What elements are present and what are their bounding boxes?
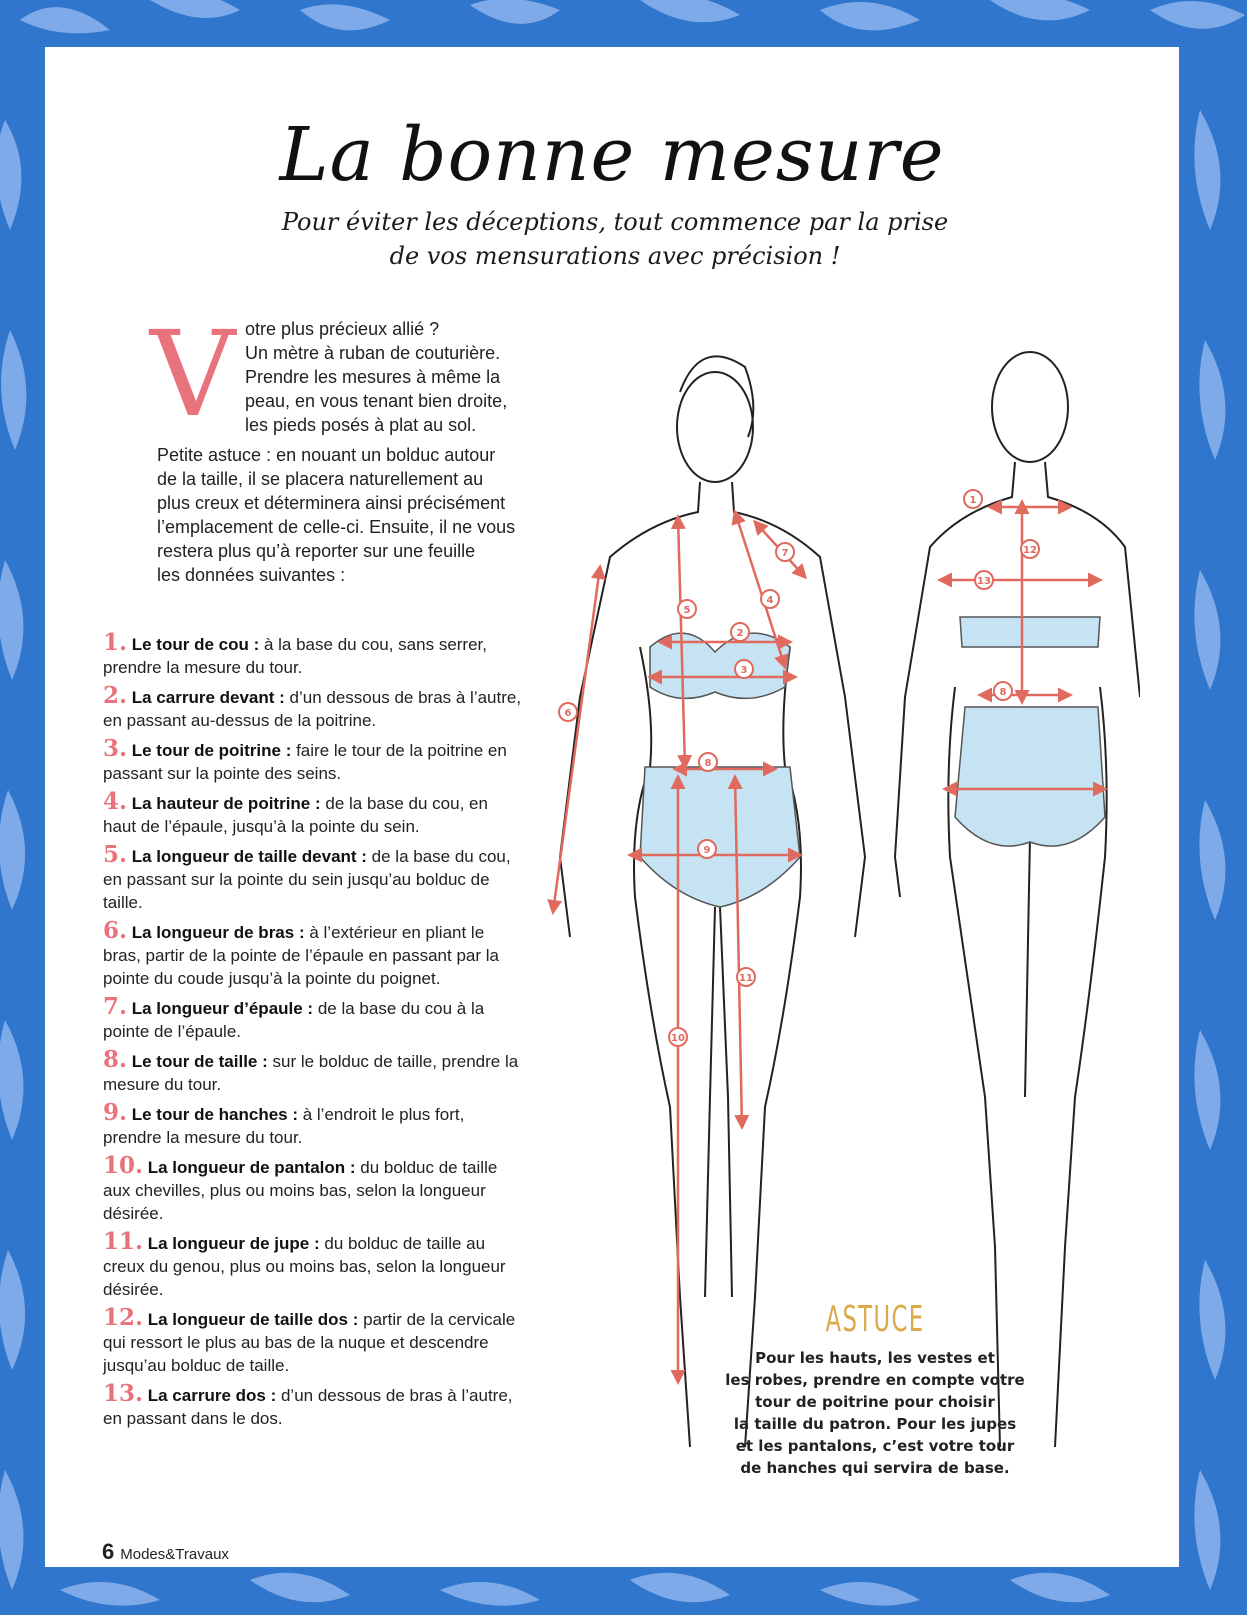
marker-label: 13 — [977, 576, 991, 587]
item-label: La longueur de pantalon : — [147, 1158, 356, 1177]
page-title: La bonne mesure — [279, 112, 945, 198]
marker-label: 12 — [1023, 545, 1037, 556]
item-label: La longueur de taille devant : — [131, 847, 367, 866]
marker-label: 10 — [671, 1033, 685, 1044]
item-number: 3. — [103, 735, 128, 762]
item-number: 8. — [103, 1046, 128, 1073]
item-label: La carrure devant : — [131, 688, 285, 707]
item-label: La longueur de taille dos : — [147, 1310, 359, 1329]
item-text: de la base du cou à la pointe de l’épaule. — [103, 999, 485, 1041]
item-label: La longueur d’épaule : — [131, 999, 314, 1018]
astuce-line: et les pantalons, c’est votre tour — [735, 1437, 1015, 1455]
item-number: 9. — [103, 1099, 128, 1126]
subtitle-line: Pour éviter les déceptions, tout commence par la prise — [281, 208, 949, 236]
list-item — [103, 995, 523, 1043]
intro-line: l’emplacement de celle-ci. Ensuite, il ne vous — [157, 517, 516, 537]
intro-line: Petite astuce : en nouant un bolduc autour — [157, 445, 496, 465]
intro-paragraph-bottom — [157, 443, 515, 587]
astuce-title: ASTUCE — [825, 1299, 925, 1340]
item-number: 4. — [103, 788, 128, 815]
astuce-line: tour de poitrine pour choisir — [755, 1393, 995, 1411]
intro-line: restera plus qu’à reporter sur une feuille — [157, 541, 476, 561]
list-item — [103, 843, 523, 914]
list-item — [103, 919, 523, 990]
item-label: Le tour de poitrine : — [131, 741, 292, 760]
item-label: La hauteur de poitrine : — [131, 794, 321, 813]
astuce-line: les robes, prendre en compte votre — [725, 1371, 1025, 1389]
item-label: La carrure dos : — [147, 1386, 277, 1405]
measurement-list — [103, 631, 523, 1435]
marker-label: 6 — [564, 708, 572, 719]
list-item — [103, 790, 523, 838]
item-text: de la base du cou, en passant sur la pointe du sein jusqu’au bolduc de taille. — [103, 847, 511, 912]
list-item — [103, 1101, 523, 1149]
marker-label: 8 — [704, 758, 712, 769]
list-item — [103, 1048, 523, 1096]
item-label: Le tour de cou : — [131, 635, 260, 654]
marker-label: 5 — [683, 605, 691, 616]
list-item — [103, 1154, 523, 1225]
item-text: faire le tour de la poitrine en passant sur la pointe des seins. — [103, 741, 507, 783]
item-text: d’un dessous de bras à l’autre, en passant dans le dos. — [103, 1386, 513, 1428]
intro-line: peau, en vous tenant bien droite, — [245, 391, 508, 411]
item-number: 10. — [103, 1152, 144, 1179]
list-item — [103, 684, 523, 732]
back-figure — [895, 352, 1140, 1447]
marker-label: 3 — [740, 665, 748, 676]
intro-paragraph-top — [245, 317, 507, 437]
list-item — [103, 1382, 523, 1430]
intro-line: de la taille, il se placera naturellement au — [157, 469, 484, 489]
astuce-line: Pour les hauts, les vestes et — [755, 1349, 995, 1367]
marker-label: 8 — [999, 687, 1007, 698]
item-label: Le tour de hanches : — [131, 1105, 298, 1124]
item-number: 13. — [103, 1380, 144, 1407]
item-text: du bolduc de taille au creux du genou, plus ou moins bas, selon la longueur désirée. — [103, 1234, 506, 1299]
marker-label: 7 — [781, 548, 789, 559]
item-text: d’un dessous de bras à l’autre, en passant au-dessus de la poitrine. — [103, 688, 522, 730]
list-item — [103, 1230, 523, 1301]
intro-line: otre plus précieux allié ? — [245, 319, 440, 339]
list-item — [103, 631, 523, 679]
marker-label: 4 — [766, 595, 774, 606]
intro-line: Un mètre à ruban de couturière. — [245, 343, 501, 363]
content-panel — [45, 47, 1179, 1567]
item-number: 11. — [103, 1228, 144, 1255]
item-label: Le tour de taille : — [131, 1052, 268, 1071]
subtitle-line: de vos mensurations avec précision ! — [389, 242, 841, 270]
item-number: 12. — [103, 1304, 144, 1331]
page-number: 6 — [102, 1539, 115, 1564]
item-text: à la base du cou, sans serrer, prendre la mesure du tour. — [103, 635, 487, 677]
item-text: du bolduc de taille aux chevilles, plus ou moins bas, selon la longueur désirée. — [103, 1158, 498, 1223]
item-label: La longueur de jupe : — [147, 1234, 320, 1253]
list-item — [103, 1306, 523, 1377]
item-text: partir de la cervicale qui ressort le plus au bas de la nuque et descendre jusqu’au bolduc de taille. — [103, 1310, 516, 1375]
astuce-body — [695, 1347, 1055, 1479]
marker-label: 9 — [703, 845, 711, 856]
item-text: sur le bolduc de taille, prendre la mesure du tour. — [103, 1052, 519, 1094]
marker-label: 2 — [736, 628, 744, 639]
intro-line: plus creux et déterminera ainsi précisément — [157, 493, 506, 513]
intro-dropcap: V — [150, 305, 236, 443]
astuce-line: la taille du patron. Pour les jupes — [733, 1415, 1017, 1433]
marker-label: 11 — [739, 973, 753, 984]
marker-label: 1 — [969, 495, 977, 506]
magazine-name: Modes&Travaux — [120, 1546, 229, 1563]
intro-line: les pieds posés à plat au sol. — [245, 415, 477, 435]
measurement-arrows — [553, 502, 1105, 1382]
item-label: La longueur de bras : — [131, 923, 305, 942]
page-footer — [102, 1539, 229, 1565]
item-number: 2. — [103, 682, 128, 709]
item-text: à l’endroit le plus fort, prendre la mesure du tour. — [103, 1105, 465, 1147]
item-text: à l’extérieur en pliant le bras, partir de la pointe de l’épaule en passant par la pointe du coude jusqu’à la pointe du poignet. — [103, 923, 499, 988]
item-number: 7. — [103, 993, 128, 1020]
back-lingerie — [955, 617, 1105, 846]
item-number: 5. — [103, 841, 128, 868]
intro-line: les données suivantes : — [157, 565, 346, 585]
item-number: 6. — [103, 917, 128, 944]
page-subtitle — [225, 205, 1005, 273]
astuce-line: de hanches qui servira de base. — [740, 1459, 1010, 1477]
item-number: 1. — [103, 629, 128, 656]
list-item — [103, 737, 523, 785]
intro-line: Prendre les mesures à même la — [245, 367, 501, 387]
item-text: de la base du cou, en haut de l’épaule, jusqu’à la pointe du sein. — [103, 794, 488, 836]
